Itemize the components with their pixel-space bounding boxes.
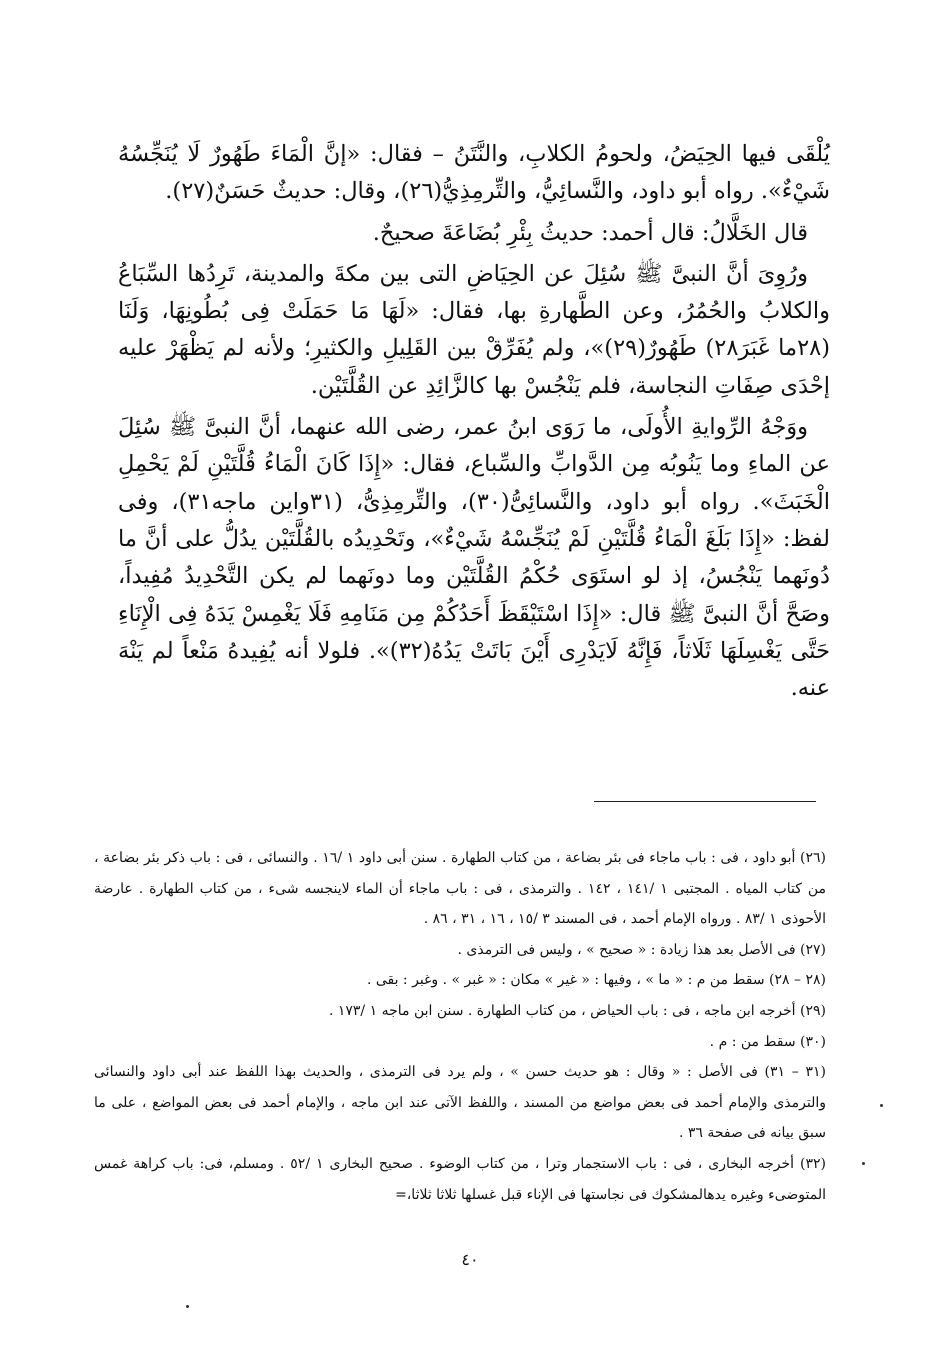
footnote: (٢٧) فى الأصل بعد هذا زيادة : « صحيح » ، وليس فى الترمذى .	[457, 941, 826, 958]
footnote: (٢٦) أبو داود ، فى : باب ماجاء فى بئر بضاعة ، من كتاب الطهارة . سنن أبى داود ١ /١٦ . والنسائى ، فى : باب ذكر بئر بضاعة ، من كتاب المياه . المجتبى ١ /١٤١ ، ١٤٢ . والترمذى ، فى : باب ماجاء أن الماء لاينجسه شىء ، من كتاب الطهارة . عارضة الأحوذى ١ /٨٣ . ورواه الإمام أحمد ، فى المسند ٣ /١٥ ، ١٦ ، ٣١ ، ٨٦ .	[94, 850, 827, 928]
footnote: (٣١ – ٣١) فى الأصل : « وقال : هو حديث حسن » ، ولم يرد فى الترمذى ، والحديث بهذا اللفظ عند أبى داود والنسائى والترمذى والإمام أحمد فى بعض مواضع من المسند ، واللفظ الآتى عند ابن ماجه ، والإمام أحمد فى بعض المواضع ، على ما سبق بيانه فى صفحة ٣٦ .	[94, 1064, 826, 1142]
footnote: (٣٠) سقط من : م .	[709, 1033, 826, 1050]
page-number: ٤٠	[461, 1250, 479, 1269]
scan-speck	[186, 1305, 189, 1308]
footnote: (٢٩) أخرجه ابن ماجه ، فى : باب الحياض ، من كتاب الطهارة . سنن ابن ماجه ١ /١٧٣ .	[328, 1002, 826, 1019]
footnote: (٢٨ – ٢٨) سقط من م : « ما » ، وفيها : « غير » مكان : « غبر » . وغبر : بقى .	[366, 972, 826, 989]
paragraph: قال الخَلَّالُ: قال أحمد: حديثُ بِئْرِ بُضَاعَةَ صحيحٌ.	[372, 219, 808, 246]
scan-speck	[862, 1162, 865, 1165]
paragraph: ووَجْهُ الرِّوايةِ الأُولَى، ما رَوَى ابنُ عمر، رضى الله عنهما، أنَّ النبىَّ ﷺ سُئِلَ عن الماءِ وما يَنُوبُه مِن الدَّوابِّ والسِّباع، فقال: «إِذَا كَانَ الْمَاءُ قُلَّتَيْنِ لَمْ يَحْمِلِ الْخَبَثَ». رواه أبو داود، والنَّسائِىُّ(٣٠)، والتِّرمِذِىُّ، (٣١واين ماجه٣١)، وفى لفظ: «إِذَا بَلَغَ الْمَاءُ قُلَّتَيْنِ لَمْ يُنَجِّسْهُ شَيْءٌ»، وتَحْدِيدُه بالقُلَّتَيْن يدُلُّ على أنَّ ما دُونَهما يَنْجُسُ، إذ لو استَوَى حُكْمُ القُلَّتَيْن وما دونَهما لم يكن التَّحْدِيدُ مُفِيداً، وصَحَّ أنَّ النبىَّ ﷺ قال: «إِذَا اسْتَيْقَظَ أَحَدُكُمْ مِن مَنَامِهِ فَلَا يَغْمِسْ يَدَهُ فِى الْإِنَاءِ حَتَّى يَغْسِلَهَا ثَلَاثاً، فَإِنَّهُ لَايَدْرِى أَيْنَ بَاتَتْ يَدُهُ(٣٢)». فلولا أنه يُفِيدهُ مَنْعاً لم يَنْهَ عنه.	[118, 414, 830, 702]
scan-speck	[880, 1104, 883, 1107]
footnote: (٣٢) أخرجه البخارى ، فى : باب الاستجمار وترا ، من كتاب الوضوء . صحيح البخارى ١ /٥٢ . ومسلم، فى: باب كراهة غمس المتوضىء وغيره يدهالمشكوك فى نجاستها فى الإناء قبل غسلها ثلاثا ثلاثا،=	[94, 1155, 826, 1203]
footnotes	[94, 843, 826, 1210]
footnote-separator	[594, 801, 816, 802]
main-text	[118, 136, 830, 711]
paragraph: يُلْقَى فيها الحِيَضُ، ولحومُ الكلابِ، والنَّتَنُ – فقال: «إنَّ الْمَاءَ طَهُورٌ لَا يُنَجِّسُهُ شَيْءٌ». رواه أبو داود، والنَّسائِيُّ، والتِّرمِذِيُّ(٢٦)، وقال: حديثٌ حَسَنٌ(٢٧).	[118, 141, 830, 205]
paragraph: ورُوِىَ أنَّ النبىَّ ﷺ سُئِلَ عن الحِيَاضِ التى بين مكةَ والمدينة، تَرِدُها السِّبَاعُ والكلابُ والحُمُرُ، وعن الطَّهارةِ بها، فقال: «لَهَا مَا حَمَلَتْ فِى بُطُونِهَا، وَلَنَا (٢٨ما غَبَرَ٢٨) طَهُورٌ(٢٩)»، ولم يُفَرِّقْ بين القَلِيلِ والكثيرِ؛ ولأنه لم يَظْهَرْ عليه إحْدَى صِفَاتِ النجاسة، فلم يَنْجُسْ بها كالزَّائِدِ عن القُلَّتَيْن.	[118, 260, 831, 399]
